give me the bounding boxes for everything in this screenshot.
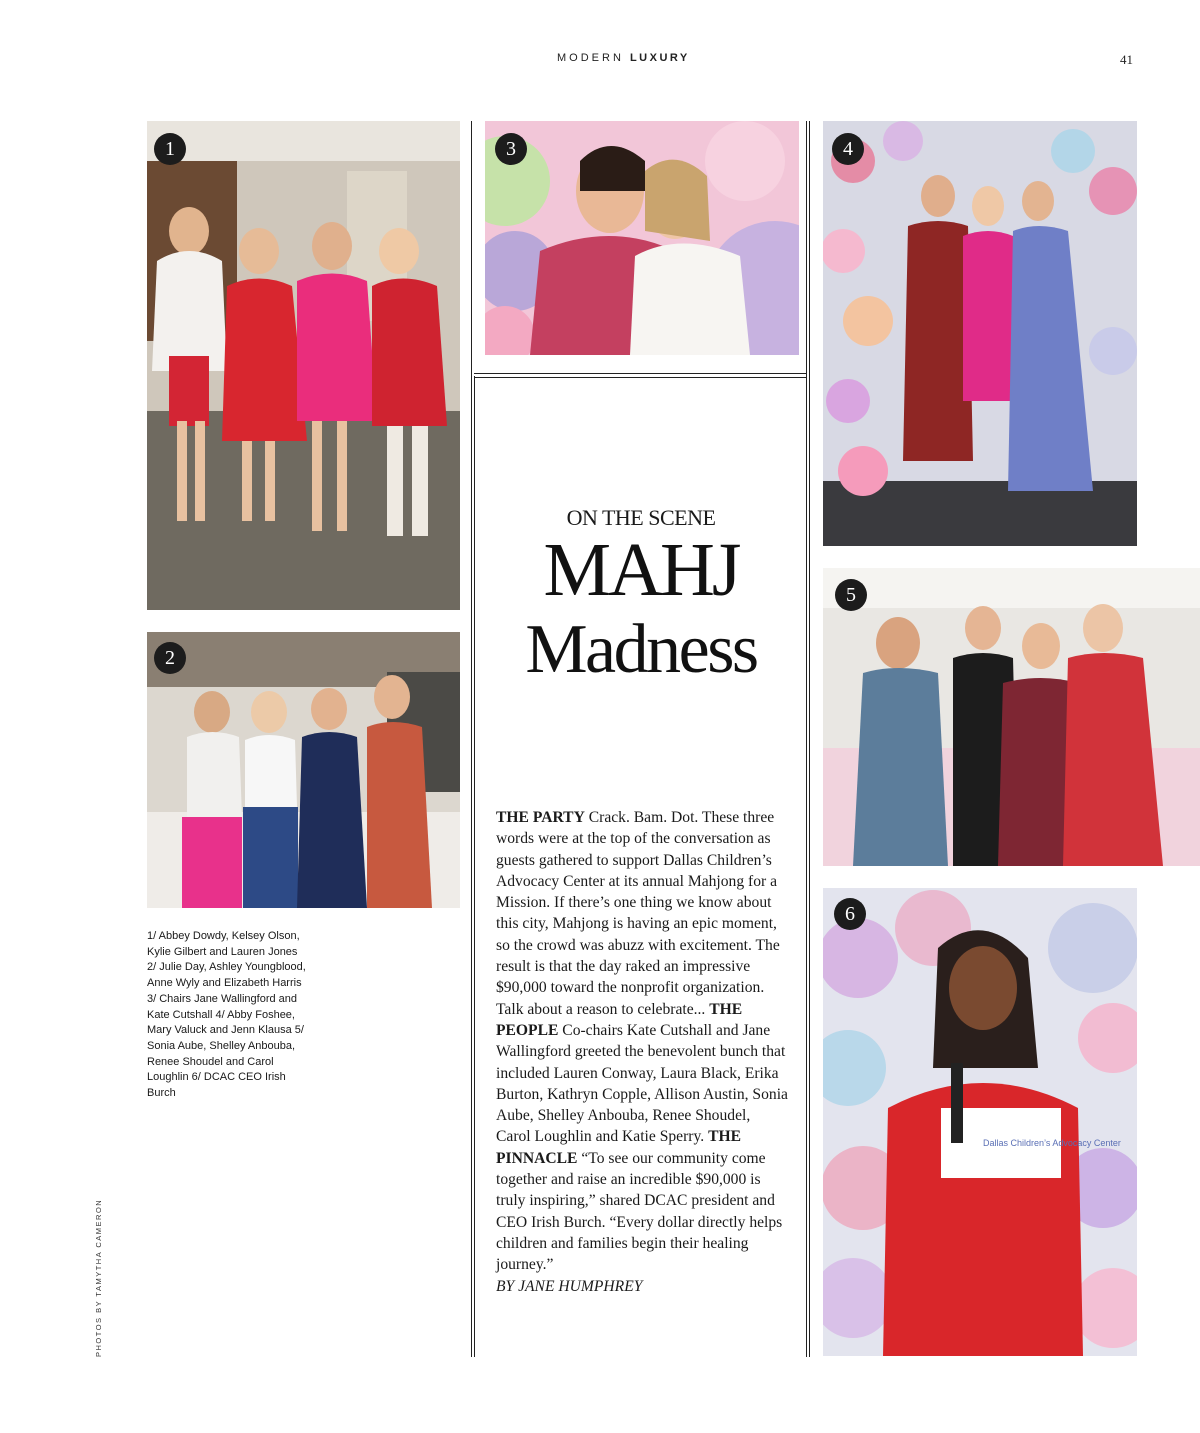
photo-caption: 1/ Abbey Dowdy, Kelsey Olson, Kylie Gilbert and Lauren Jones 2/ Julie Day, Ashley Youngblood, Anne Wyly and Elizabeth Harris 3/ Chairs Jane Wallingford and Kate Cutshall 4/ Abby Foshee, Mary Valuck and Jenn Klausa 5/ Sonia Aube, Shelley Anbouba, Renee Shoudel and Carol Loughlin 6/ DCAC CEO Irish Burch bbox=[147, 930, 306, 1100]
frame-rule bbox=[474, 373, 807, 374]
article-title-line2: Madness bbox=[525, 611, 757, 688]
article-title-line1: MAHJ bbox=[543, 528, 739, 612]
section-head-pinnacle: THE PINNACLE bbox=[496, 1128, 741, 1167]
masthead-light: MODERN bbox=[557, 52, 624, 64]
section-head-people: THE PEOPLE bbox=[496, 1000, 743, 1039]
photo-5 bbox=[823, 568, 1200, 866]
frame-rule bbox=[809, 121, 810, 1357]
photo-4 bbox=[823, 121, 1137, 546]
photo-2 bbox=[147, 632, 460, 908]
page-number: 41 bbox=[1120, 52, 1133, 67]
byline: BY JANE HUMPHREY bbox=[496, 1277, 643, 1295]
masthead bbox=[557, 52, 690, 64]
photo-1 bbox=[147, 121, 460, 610]
photo-credit: PHOTOS BY TAMYTHA CAMERON bbox=[94, 1198, 103, 1357]
article-body bbox=[496, 807, 788, 1297]
frame-rule bbox=[474, 377, 807, 378]
article-kicker: ON THE SCENE bbox=[566, 505, 716, 530]
frame-rule bbox=[806, 121, 807, 1357]
masthead-bold: LUXURY bbox=[629, 52, 690, 64]
photo-number-badge: 2 bbox=[154, 642, 186, 674]
photo-number-badge: 5 bbox=[835, 579, 867, 611]
section-text-party: Crack. Bam. Dot. These three words were at the top of the conversation as guests gathered to support Dallas Children’s Advocacy Center at its annual Mahjong for a Mission. If there’s one thing we know about this city, Mahjong is having an epic moment, so the crowd was abuzz with excitement. The result is that the day raked an impressive $90,000 toward the nonprofit organization. Talk about a reason to celebrate... bbox=[496, 809, 780, 1018]
photo-3 bbox=[485, 121, 799, 355]
sign-text: Dallas Children’s Advocacy Center bbox=[983, 1138, 1121, 1148]
photo-number-badge: 1 bbox=[154, 133, 186, 165]
section-text-people: Co-chairs Kate Cutshall and Jane Wallingford greeted the benevolent bunch that included Lauren Conway, Laura Black, Erika Burton, Kathryn Copple, Allison Austin, Sonia Aube, Shelley Anbouba, Renee Shoudel, Carol Loughlin and Katie Sperry. bbox=[496, 1021, 788, 1146]
photo-number-badge: 6 bbox=[834, 898, 866, 930]
section-text-pinnacle: “To see our community come together and raise an incredible $90,000 is truly inspiring,” shared DCAC president and CEO Irish Burch. “Every dollar directly helps children and families begin their healing journey.” bbox=[496, 1149, 783, 1274]
photo-number-badge: 3 bbox=[495, 133, 527, 165]
photo-number-badge: 4 bbox=[832, 133, 864, 165]
section-head-party: THE PARTY bbox=[496, 809, 585, 826]
photo-6 bbox=[823, 888, 1137, 1356]
frame-rule bbox=[471, 121, 472, 1357]
